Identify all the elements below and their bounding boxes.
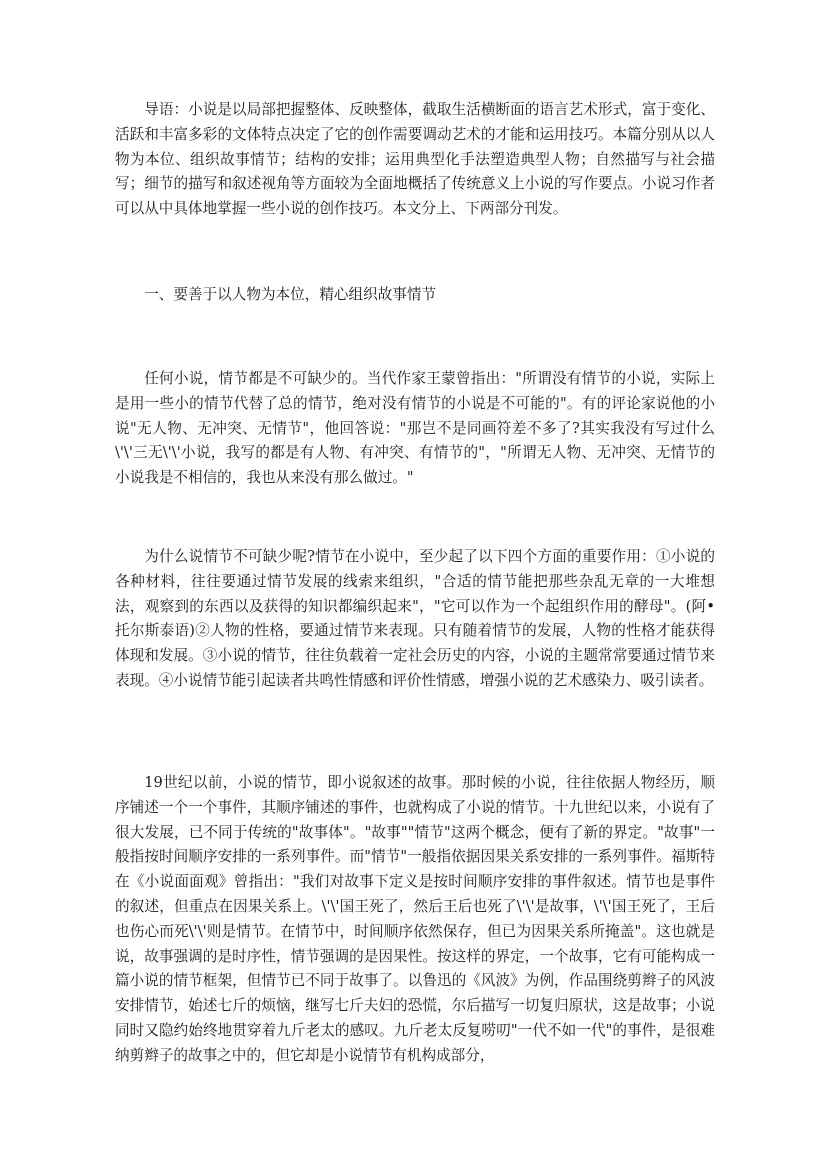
body-paragraph: 任何小说，情节都是不可缺少的。当代作家王蒙曾指出："所谓没有情节的小说，实际上是用一些小的情节代替了总的情节，绝对没有情节的小说是不可能的"。有的评论家说他的小说"无人物、无冲突、无情节"，他回答说："那岂不是同画符差不多了?其实我没有写过什么\'\'三无\'\'小说，我写的都是有人物、有冲突、有情节的"，"所谓无人物、无冲突、无情节的小说我是不相信的，我也从来没有那么做过。"	[115, 370, 715, 487]
intro-paragraph: 导语：小说是以局部把握整体、反映整体，截取生活横断面的语言艺术形式，富于变化、活跃和丰富多彩的文体特点决定了它的创作需要调动艺术的才能和运用技巧。本篇分别从以人物为本位、组织故事情节；结构的安排；运用典型化手法塑造典型人物；自然描写与社会描写；细节的描写和叙述视角等方面较为全面地概括了传统意义上小说的写作要点。小说习作者可以从中具体地掌握一些小说的创作技巧。本文分上、下两部分刊发。	[115, 101, 715, 218]
body-paragraph: 19世纪以前，小说的情节，即小说叙述的故事。那时候的小说，往往依据人物经历，顺序铺述一个一个事件，其顺序铺述的事件，也就构成了小说的情节。十九世纪以来，小说有了很大发展，已不同于传统的"故事体"。"故事""情节"这两个概念，便有了新的界定。"故事"一般指按时间顺序安排的一系列事件。而"情节"一般指依据因果关系安排的一系列事件。福斯特在《小说面面观》曾指出："我们对故事下定义是按时间顺序安排的事件叙述。情节也是事件的叙述，但重点在因果关系上。\'\'国王死了，然后王后也死了\'\'是故事，\'\'国王死了，王后也伤心而死\'\'则是情节。在情节中，时间顺序依然保存，但已为因果关系所掩盖"。这也就是说，故事强调的是时序性，情节强调的是因果性。按这样的界定，一个故事，它有可能构成一篇小说的情节框架，但情节已不同于故事了。以鲁迅的《风波》为例，作品围绕剪辫子的风波安排情节，始述七斤的烦恼，继写七斤夫妇的恐慌，尔后描写一切复归原状，这是故事；小说同时又隐约始终地贯穿着九斤老太的感叹。九斤老太反复唠叨"一代不如一代"的事件，是很难纳剪辫子的故事之中的，但它却是小说情节有机构成部分，	[115, 774, 715, 1064]
section-heading: 一、要善于以人物为本位，精心组织故事情节	[144, 286, 437, 303]
body-paragraph: 为什么说情节不可缺少呢?情节在小说中，至少起了以下四个方面的重要作用：①小说的各种材料，往往要通过情节发展的线索来组织，"合适的情节能把那些杂乱无章的一大堆想法，观察到的东西以及获得的知识都编织起来"，"它可以作为一个起组织作用的酵母"。(阿•托尔斯泰语)②人物的性格，要通过情节来表现。只有随着情节的发展，人物的性格才能获得体现和发展。③小说的情节，往往负载着一定社会历史的内容，小说的主题常常要通过情节来表现。④小说情节能引起读者共鸣性情感和评价性情感，增强小说的艺术感染力、吸引读者。	[115, 548, 715, 689]
